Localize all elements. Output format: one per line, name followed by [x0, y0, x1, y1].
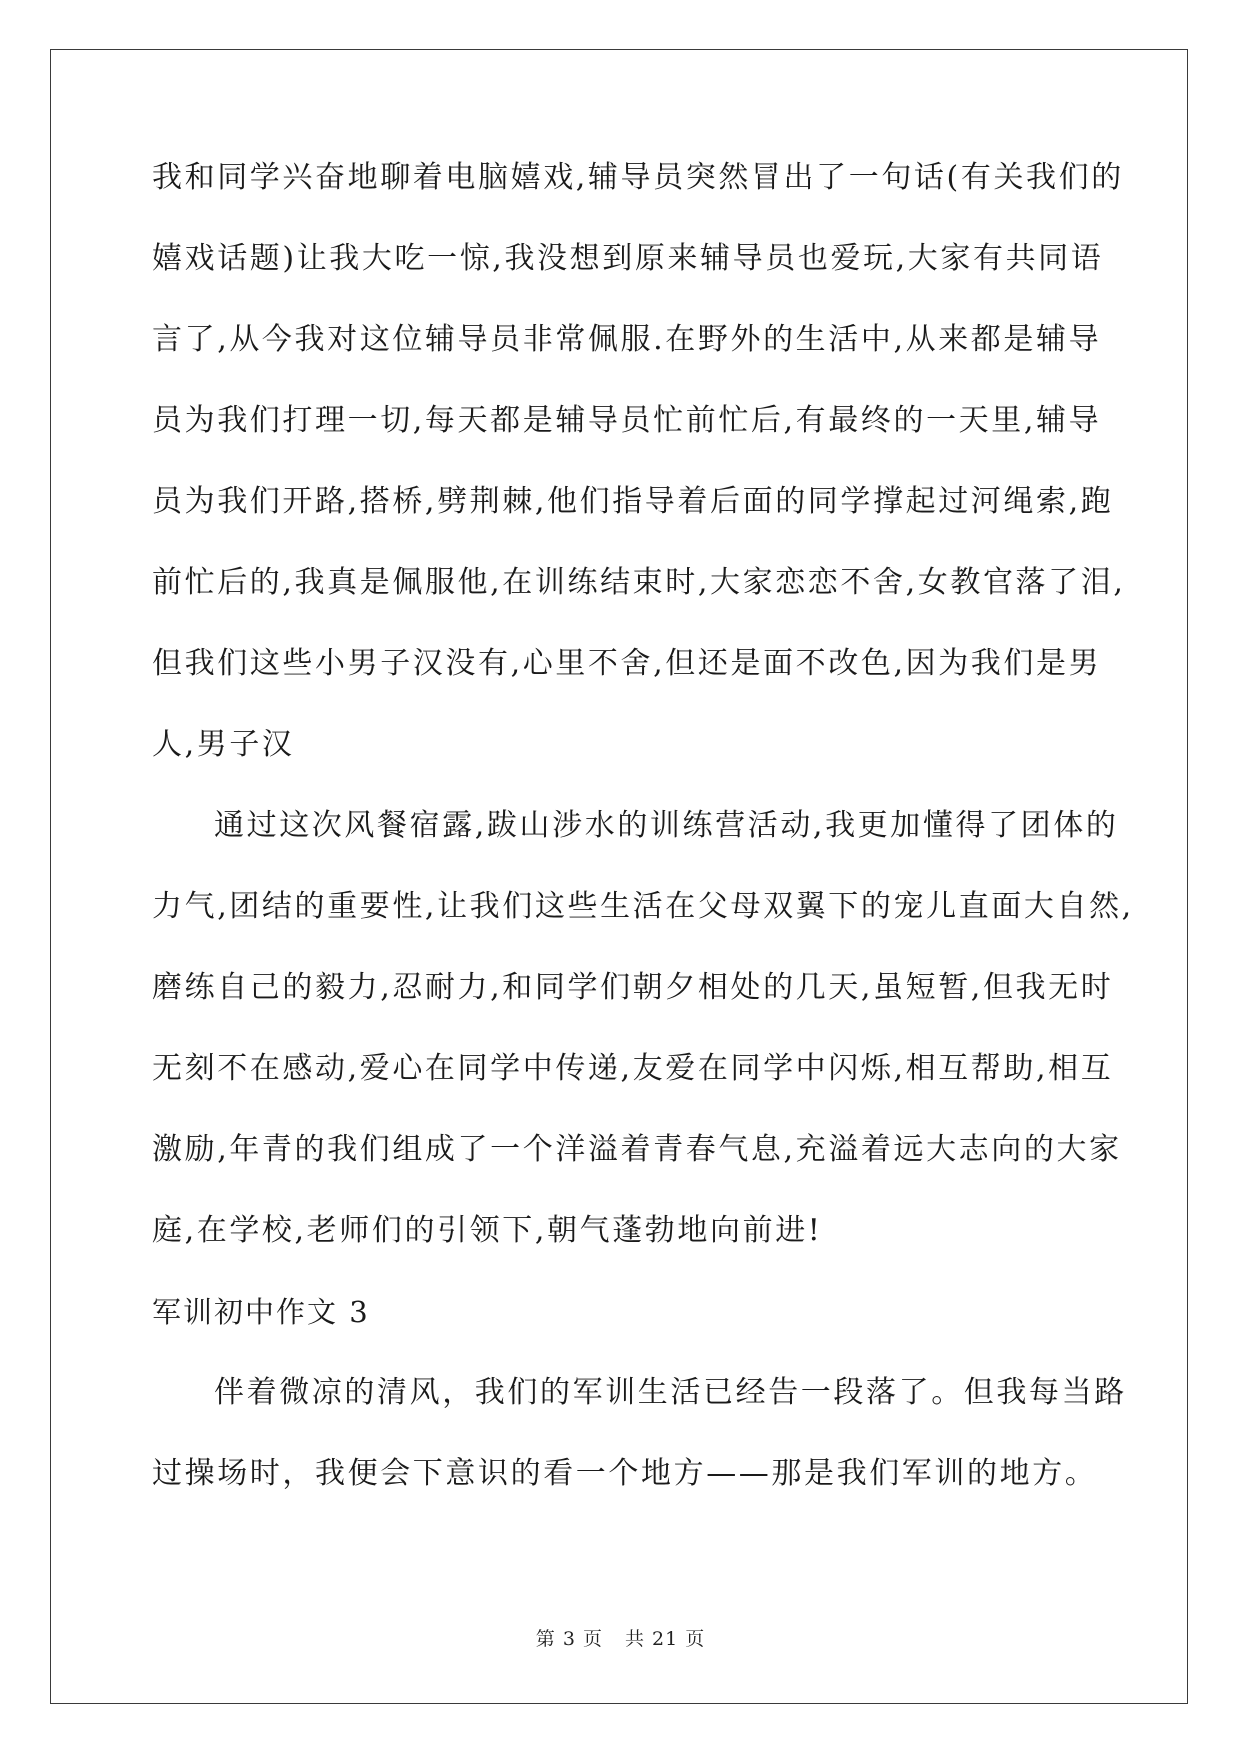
text-line: 嬉戏话题)让我大吃一惊,我没想到原来辅导员也爱玩,大家有共同语	[152, 241, 1104, 276]
text-line: 通过这次风餐宿露,跋山涉水的训练营活动,我更加懂得了团体的	[214, 808, 1119, 843]
page-footer	[0, 1624, 1241, 1651]
text-line: 激励,年青的我们组成了一个洋溢着青春气息,充溢着远大志向的大家	[152, 1132, 1122, 1167]
paragraph-3	[152, 1375, 1127, 1539]
text-line: 磨练自己的毅力,忍耐力,和同学们朝夕相处的几天,虽短暂,但我无时	[152, 970, 1114, 1005]
paragraph-1	[152, 160, 1126, 810]
text-line: 前忙后的,我真是佩服他,在训练结束时,大家恋恋不舍,女教官落了泪,	[152, 565, 1126, 600]
document-body	[152, 160, 1134, 1539]
text-line: 力气,团结的重要性,让我们这些生活在父母双翼下的宠儿直面大自然,	[152, 889, 1134, 924]
text-line: 过操场时，我便会下意识的看一个地方——那是我们军训的地方。	[152, 1456, 1098, 1491]
text-line: 人,男子汉	[152, 727, 295, 762]
text-line: 我和同学兴奋地聊着电脑嬉戏,辅导员突然冒出了一句话(有关我们的	[152, 160, 1124, 195]
text-line: 无刻不在感动,爱心在同学中传递,友爱在同学中闪烁,相互帮助,相互	[152, 1051, 1114, 1086]
text-line: 庭,在学校,老师们的引领下,朝气蓬勃地向前进!	[152, 1213, 823, 1248]
text-line: 伴着微凉的清风，我们的军训生活已经告一段落了。但我每当路	[214, 1375, 1127, 1410]
page-number: 第 3 页	[535, 1628, 603, 1650]
text-line: 员为我们打理一切,每天都是辅导员忙前忙后,有最终的一天里,辅导	[152, 403, 1102, 438]
text-line: 言了,从今我对这位辅导员非常佩服.在野外的生活中,从来都是辅导	[152, 322, 1102, 357]
section-heading	[152, 1296, 1092, 1377]
paragraph-2	[152, 808, 1134, 1296]
text-line: 员为我们开路,搭桥,劈荆棘,他们指导着后面的同学撑起过河绳索,跑	[152, 484, 1114, 519]
essay-title: 军训初中作文 3	[152, 1295, 370, 1329]
text-line: 但我们这些小男子汉没有,心里不舍,但还是面不改色,因为我们是男	[152, 646, 1102, 681]
page-total: 共 21 页	[624, 1628, 706, 1650]
